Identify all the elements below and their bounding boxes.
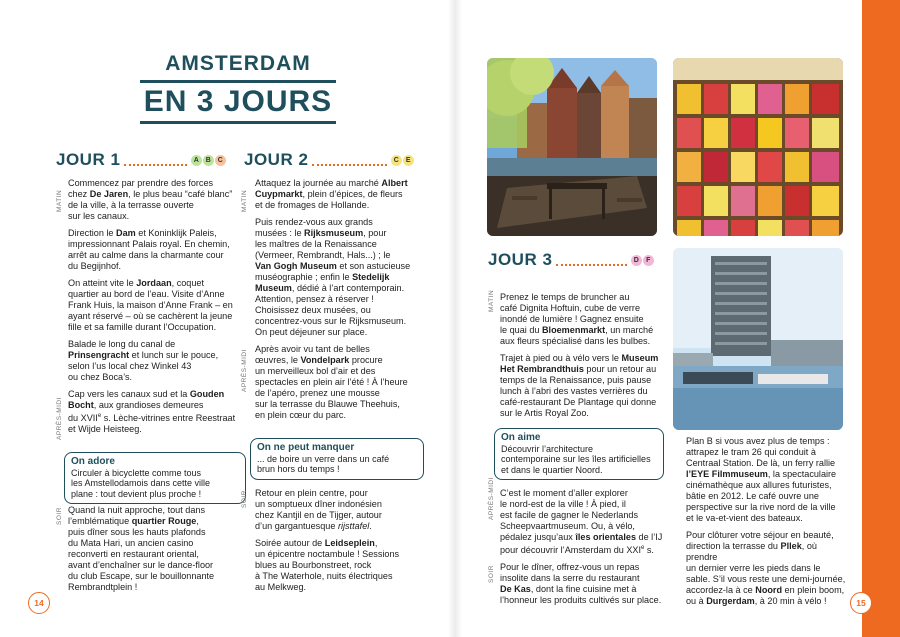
jour2-heading [244,150,414,170]
jour3-heading [488,250,654,270]
jour1-map-badges [191,155,226,166]
jour2-callout-on-ne-peut-manquer [250,438,424,480]
dotted-leader [124,154,187,166]
tulip-photo-illustration [673,58,843,236]
canal-photo-illustration [487,58,657,236]
jour1-paragraph: Cap vers les canaux sud et la Gouden Bocht, aux grandioses demeures du XVIIe s. Lèche-vitrines entre Reestraat et Wijde Heisteeg. [68,389,236,435]
title-rule-top [140,80,336,83]
jour1-heading [56,150,226,170]
callout-text: Découvrir l’architecture contemporaine sur les îles artificielles et dans le quartier Noord. [501,443,651,475]
jour1-title: JOUR 1 [56,150,121,169]
map-badge-d: D [631,255,642,266]
jour2-paragraph: Attaquez la journée au marché Albert Cuypmarkt, plein d’épices, de fleurs et de fromages de Hollande. [255,178,408,210]
orange-edge-band [862,0,900,637]
callout-title: On aime [501,432,541,443]
jour2-title: JOUR 2 [244,150,309,169]
jour3-paragraph: Prenez le temps de bruncher au café Dignita Hoftuin, cube de verre inondé de lumière ! Gagnez ensuite le quai du Bloemenmarkt, un marché aux fleurs spécialisé dans les bulbes. [500,292,654,346]
jour2-soir-column [255,488,433,599]
jour2-paragraph: Après avoir vu tant de belles œuvres, le Vondelpark procure un merveilleux bol d’air et des spectacles en plein air l’été ! À l’heure de l’apéro, prenez une mousse sur la terrasse du Blauwe Theehuis, en plein cœur du parc. [255,344,408,420]
title-duration: EN 3 JOURS [143,85,333,118]
jour3-paragraph: Pour clôturer votre séjour en beauté, direction la terrasse du Pllek, où prendre un dernier verre les pieds dans le sable. S’il vous reste une demi-journée, accordez-la à ce Noord en plein boom, ou à Durgerdam, à 20 min à vélo ! [686,530,846,606]
map-badge-b: B [203,155,214,166]
photo-tulip-bulb-packets [673,58,843,236]
jour1-paragraph: Commencez par prendre des forces chez De Jaren, le plus beau “café blanc” de la ville, à la terrasse ouverte sur les canaux. [68,178,233,221]
map-badge-f: F [643,255,654,266]
title-rule-bottom [140,121,336,124]
jour2-paragraph: Retour en plein centre, pour un somptueux dîner indonésien chez Kantjil en de Tijger, autour d’un gargantuesque rijsttafel. [255,488,382,531]
jour1-label-soir: SOIR [56,507,63,525]
jour3-paragraph: Pour le dîner, offrez-vous un repas insolite dans la serre du restaurant De Kas, dont la fine cuisine met à l’honneur les produits cultivés sur place. [500,562,662,606]
jour1-paragraph: Balade le long du canal de Prinsengracht et lunch sur le pouce, selon l’us local chez Winkel 43 ou chez Boca’s. [68,339,219,382]
jour1-paragraph: Quand la nuit approche, tout dans l’emblématique quartier Rouge, puis dîner sous les hauts plafonds du Mata Hari, un ancien casino reconverti en restaurant oriental, avant d’enchaîner sur le dance-floor du club Escape, sur le bouillonnante Rembrandtplein ! [68,505,215,592]
jour3-label-matin: MATIN [488,289,495,312]
jour3-plan-b-column [686,436,846,613]
photo-canal-cafe-terrace [487,58,657,236]
jour2-label-soir: SOIR [241,490,248,508]
map-badge-c: C [391,155,402,166]
jour2-paragraph: Puis rendez-vous aux grands musées : le Rijksmuseum, pour les maîtres de la Renaissance (Vermeer, Rembrandt, Hals...) ; le Van Gogh Museum et son astucieuse muséographie ; enfin le Stedelijk Museum, dédié à l’art contemporain. Attention, pensez à réserver ! Choisissez deux musées, ou concentrez-vous sur le Rijksmuseum. On peut déjeuner sur place. [255,217,411,337]
callout-text: Circuler à bicyclette comme tous les Amstellodamois dans cette ville plane : tout devient plus proche ! [71,467,211,499]
page-title [140,52,336,124]
title-city: AMSTERDAM [165,52,311,75]
jour1-paragraph: On atteint vite le Jordaan, coquet quartier au bord de l’eau. Visite d’Anne Frank Huis, la maison d’Anne Frank – en ayant réservé – où se cachèrent la jeune fille et sa famille durant l’Occupation. [68,278,233,332]
map-badge-e: E [403,155,414,166]
jour1-callout-on-adore [64,452,246,504]
callout-title: On adore [71,456,115,467]
page-number-right: 15 [850,592,872,614]
dotted-leader [556,254,627,266]
jour3-paragraph: C’est le moment d’aller explorer le nord-est de la ville ! À pied, il est facile de gagner le Nederlands Scheepvaartmuseum. Ou, à vélo, pédalez jusqu’aux îles orientales de l’IJ pour découvrir l’Amsterdam du XXIe s. [500,488,663,556]
jour1-label-apres-midi: APRÈS-MIDI [56,397,63,440]
callout-title: On ne peut manquer [257,442,355,453]
jour3-label-soir: SOIR [488,565,495,583]
jour1-column [68,178,236,441]
jour2-label-matin: MATIN [241,189,248,212]
dotted-leader [312,154,387,166]
jour1-soir-column [68,505,240,599]
jour2-column [255,178,433,427]
jour3-callout-on-aime [494,428,664,480]
jour3-paragraph: Trajet à pied ou à vélo vers le Museum Het Rembrandthuis pour un retour au temps de la Renaissance, puis pause lunch à l’abri des vastes verrières du café-restaurant De Plantage qui donne sur le Artis Royal Zoo. [500,353,659,418]
callout-text: ... de boire un verre dans un café brun hors du temps ! [257,453,390,474]
waterfront-photo-illustration [673,248,843,430]
jour2-label-apres-midi: APRÈS-MIDI [241,349,248,392]
jour3-apres-midi-column [500,488,670,612]
map-badge-c: C [215,155,226,166]
photo-eye-filmmuseum-waterfront [673,248,843,430]
jour1-paragraph: Direction le Dam et Koninklijk Paleis, impressionnant Palais royal. En chemin, arrêt au calme dans la charmante cour du Begijnhof. [68,228,230,271]
book-gutter [448,0,462,637]
jour2-paragraph: Soirée autour de Leidseplein, un épicentre noctambule ! Sessions blues au Bourbonstreet, rock à The Waterhole, nuits électriques au Melkweg. [255,538,400,592]
jour3-column [500,292,670,425]
jour3-title: JOUR 3 [488,250,553,269]
jour2-map-badges [391,155,414,166]
map-badge-a: A [191,155,202,166]
page-number-left: 14 [28,592,50,614]
jour3-label-apres-midi: APRÈS-MIDI [488,477,495,520]
jour3-map-badges [631,255,654,266]
jour3-paragraph: Plan B si vous avez plus de temps : attrapez le tram 26 qui conduit à Centraal Station. De là, un ferry rallie l’EYE Filmmuseum, la spectaculaire cinémathèque aux allures futuristes, bâtie en 2012. Le café ouvre une perspective sur la rive nord de la ville et le va-et-vient des bateaux. [686,436,837,523]
jour1-label-matin: MATIN [56,189,63,212]
